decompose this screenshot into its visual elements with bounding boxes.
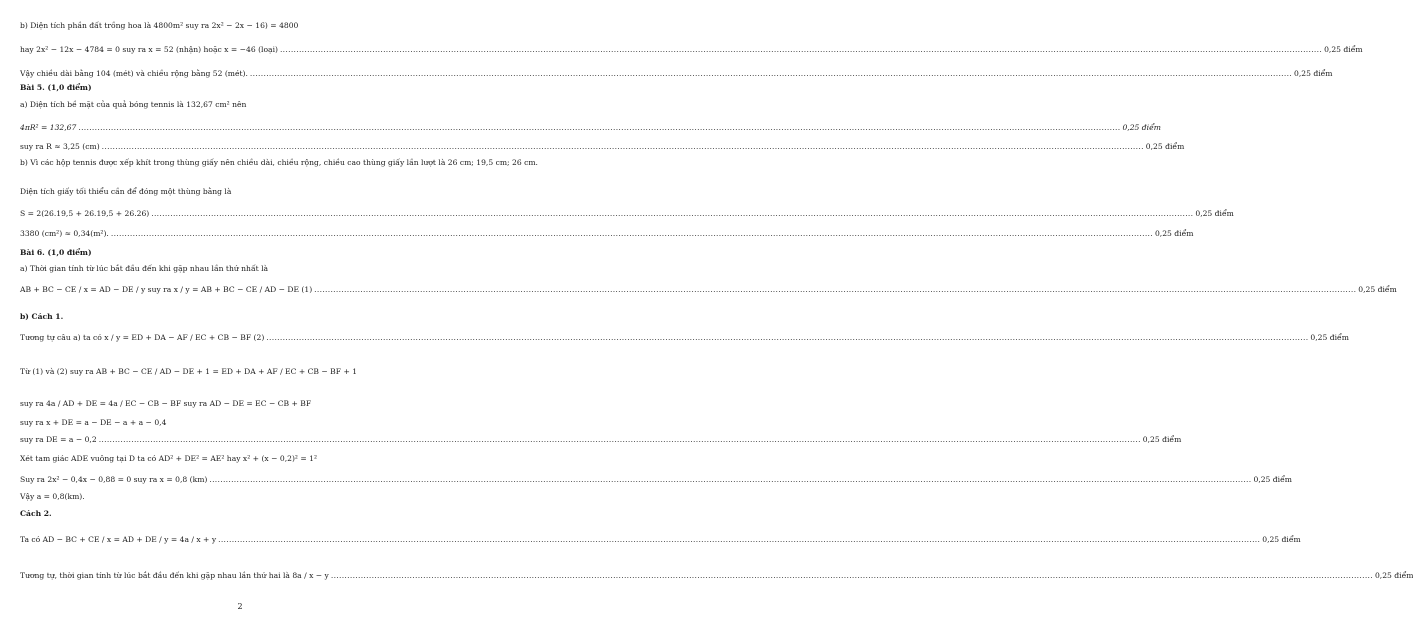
line-21: [20, 455, 462, 463]
score: 0,25 điểm: [1253, 475, 1292, 484]
line-16: [20, 333, 1349, 342]
score: 0,25 điểm: [1262, 535, 1301, 544]
score: 0,25 điểm: [1154, 229, 1194, 238]
line-text: Suy ra 2x² − 0,4x − 0,88 = 0 suy ra x = 0,8 (km): [20, 475, 208, 484]
score: 0,25 điểm: [1324, 45, 1363, 54]
line-text: AB + BC − CE / x = AD − DE / y suy ra x / y = AB + BC − CE / AD − DE (1): [20, 285, 313, 294]
line-26: [20, 571, 1413, 580]
line-text: hay 2x² − 12x − 4784 = 0 suy ra x = 52 (nhận) hoặc x = −46 (loại): [20, 45, 278, 54]
line-text: Bài 6. (1,0 điểm): [20, 248, 92, 257]
line-text: Vậy a = 0,8(km).: [20, 492, 85, 501]
line-text: suy ra R ≈ 3,25 (cm): [20, 142, 100, 151]
line-8: [20, 158, 538, 168]
score: 0,25 điểm: [1310, 333, 1349, 342]
line-6: [20, 123, 1161, 132]
dot-leader: [99, 436, 1141, 444]
line-text: Cách 2.: [20, 509, 52, 518]
line-14: [20, 285, 1397, 294]
line-text: b) Cách 1.: [20, 312, 64, 321]
line-text: Tương tự, thời gian tính từ lúc bắt đầu đến khi gặp nhau lần thứ hai là 8a / x − y: [20, 571, 329, 580]
dot-leader: [151, 210, 1193, 218]
dot-leader: [78, 124, 1120, 132]
score: 0,25 điểm: [1122, 123, 1161, 132]
dot-leader: [250, 70, 1292, 78]
page-number: 2: [237, 602, 243, 611]
line-7: [20, 142, 1185, 151]
line-13: [20, 265, 462, 273]
line-text: Tương tự câu a) ta có x / y = ED + DA − AF / EC + CB − BF (2): [20, 333, 265, 342]
dot-leader: [314, 286, 1356, 294]
line-text: Vậy chiều dài bằng 104 (mét) và chiều rộng bằng 52 (mét).: [20, 69, 248, 78]
dot-leader: [218, 536, 1260, 544]
section-heading-bai-6: [20, 249, 462, 257]
line-text: Bài 5. (1,0 điểm): [20, 83, 92, 92]
dot-leader: [111, 230, 1153, 238]
line-2: [20, 45, 1363, 54]
subheading-cach-2: [20, 510, 462, 518]
line-text: 4πR² = 132,67: [20, 123, 77, 132]
line-25: [20, 535, 1301, 544]
line-text: a) Diện tích bề mặt của quả bóng tennis là 132,67 cm² nên: [20, 100, 247, 109]
dot-leader: [266, 334, 1308, 342]
line-text: 3380 (cm²) ≈ 0,34(m²).: [20, 229, 109, 238]
dot-leader: [331, 572, 1373, 580]
line-text: Từ (1) và (2) suy ra AB + BC − CE / AD − DE + 1 = ED + DA + AF / EC + CB − BF + 1: [20, 367, 358, 376]
score: 0,25 điểm: [1374, 571, 1413, 580]
dot-leader: [102, 143, 1144, 151]
line-3: [20, 69, 1333, 78]
line-text: b) Vì các hộp tennis được xếp khít trong thùng giấy nên chiều dài, chiều rộng, chiều cao thùng giấy lần lượt là 26 cm; 19,5 cm; 26 cm.: [20, 158, 538, 167]
line-text: suy ra x + DE = a − DE − a + a − 0,4: [20, 418, 167, 427]
line-19: [20, 419, 462, 427]
line-9: [20, 188, 462, 196]
score: 0,25 điểm: [1145, 142, 1185, 151]
score: 0,25 điểm: [1294, 69, 1333, 78]
dot-leader: [280, 46, 1322, 54]
line-text: suy ra DE = a − 0,2: [20, 435, 97, 444]
line-22: [20, 475, 1292, 484]
line-5: [20, 101, 462, 109]
line-20: [20, 435, 1182, 444]
line-23: [20, 493, 462, 501]
score: 0,25 điểm: [1195, 209, 1234, 218]
line-text: Diện tích giấy tối thiểu cần để đóng một thùng bằng là: [20, 187, 232, 196]
line-1: [20, 22, 462, 30]
dot-leader: [209, 476, 1251, 484]
line-text: Ta có AD − BC + CE / x = AD + DE / y = 4a / x + y: [20, 535, 217, 544]
line-10: [20, 209, 1234, 218]
line-text: b) Diện tích phần đất trồng hoa là 4800m² suy ra 2x² − 2x − 16) = 4800: [20, 21, 299, 30]
line-text: suy ra 4a / AD + DE = 4a / EC − CB − BF suy ra AD − DE = EC − CB + BF: [20, 399, 312, 408]
score: 0,25 điểm: [1142, 435, 1182, 444]
section-heading-bai-5: [20, 84, 462, 92]
line-text: a) Thời gian tính từ lúc bắt đầu đến khi gặp nhau lần thứ nhất là: [20, 264, 269, 273]
line-11: [20, 229, 1194, 238]
subheading-cach-1: [20, 313, 462, 321]
line-text: S = 2(26.19,5 + 26.19,5 + 26.26): [20, 209, 150, 218]
score: 0,25 điểm: [1358, 285, 1397, 294]
line-17: [20, 368, 462, 376]
line-18: [20, 400, 462, 408]
line-text: Xét tam giác ADE vuông tại D ta có AD² + DE² = AE² hay x² + (x − 0,2)² = 1²: [20, 454, 318, 463]
